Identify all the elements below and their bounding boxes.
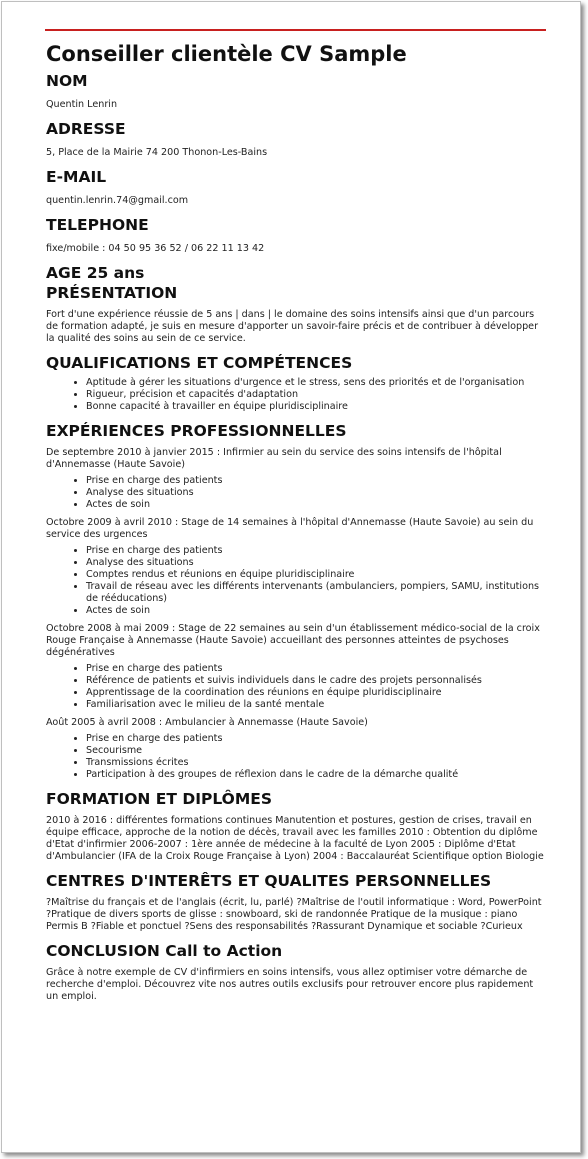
presentation-text: Fort d'une expérience réussie de 5 ans | dans | le domaine des soins intensifs ainsi que d'un parcours de formation adapté, je suis en mesure d'apporter un savoir-faire précis et de contribuer à développer la qualité des soins au sein de ce service. bbox=[46, 309, 539, 344]
heading-presentation: PRÉSENTATION bbox=[46, 284, 178, 302]
list-item: • Prise en charge des patients bbox=[86, 663, 546, 675]
section-centres bbox=[46, 871, 546, 933]
section-nom bbox=[46, 71, 546, 111]
job-title: Août 2005 à avril 2008 : Ambulancier à Annemasse (Haute Savoie) bbox=[46, 717, 368, 728]
cv-content bbox=[46, 41, 546, 1011]
section-telephone bbox=[46, 215, 546, 255]
qualifications-list bbox=[46, 377, 546, 413]
conclusion-text: Grâce à notre exemple de CV d'infirmiers en soins intensifs, vous allez optimiser votre démarche de recherche d'emploi. Découvrez vite nos autres outils exclusifs pour retrouver encore plus rapidement un emploi. bbox=[46, 967, 534, 1002]
cv-page bbox=[1, 1, 581, 1153]
list-item: • Comptes rendus et réunions en équipe pluridisciplinaire bbox=[86, 569, 546, 581]
section-email bbox=[46, 167, 546, 207]
email-value: quentin.lenrin.74@gmail.com bbox=[46, 195, 189, 206]
job-tasks-list bbox=[46, 663, 546, 711]
heading-conclusion: CONCLUSION Call to Action bbox=[46, 942, 283, 960]
heading-adresse: ADRESSE bbox=[46, 120, 126, 138]
list-item: • Travail de réseau avec les différents intervenants (ambulanciers, pompiers, SAMU, institutions de rééducations) bbox=[86, 581, 546, 605]
list-item: • Apprentissage de la coordination des réunions en équipe pluridisciplinaire bbox=[86, 687, 546, 699]
heading-centres: CENTRES D'INTERÊTS ET QUALITES PERSONNELLES bbox=[46, 872, 492, 890]
list-item: • Prise en charge des patients bbox=[86, 733, 546, 745]
list-item: • Actes de soin bbox=[86, 605, 546, 617]
list-item: • Transmissions écrites bbox=[86, 757, 546, 769]
adresse-value: 5, Place de la Mairie 74 200 Thonon-Les-Bains bbox=[46, 147, 268, 158]
heading-experiences: EXPÉRIENCES PROFESSIONNELLES bbox=[46, 422, 347, 440]
section-adresse bbox=[46, 119, 546, 159]
section-qualifications bbox=[46, 353, 546, 413]
job-title: De septembre 2010 à janvier 2015 : Infirmier au sein du service des soins intensifs de l'hôpital d'Annemasse (Haute Savoie) bbox=[46, 447, 502, 470]
heading-nom: NOM bbox=[46, 72, 88, 90]
section-formation bbox=[46, 789, 546, 863]
page-title: Conseiller clientèle CV Sample bbox=[46, 42, 407, 66]
section-presentation bbox=[46, 283, 546, 345]
heading-telephone: TELEPHONE bbox=[46, 216, 149, 234]
list-item: • Analyse des situations bbox=[86, 557, 546, 569]
age-line: AGE 25 ans bbox=[46, 264, 145, 282]
section-conclusion bbox=[46, 941, 546, 1003]
job-tasks-list bbox=[46, 475, 546, 511]
heading-formation: FORMATION ET DIPLÔMES bbox=[46, 790, 273, 808]
job-tasks-list bbox=[46, 545, 546, 617]
nom-value: Quentin Lenrin bbox=[46, 99, 118, 110]
list-item: • Rigueur, précision et capacités d'adaptation bbox=[86, 389, 546, 401]
list-item: • Secourisme bbox=[86, 745, 546, 757]
list-item: • Prise en charge des patients bbox=[86, 545, 546, 557]
list-item: • Bonne capacité à travailler en équipe pluridisciplinaire bbox=[86, 401, 546, 413]
list-item: • Aptitude à gérer les situations d'urgence et le stress, sens des priorités et de l'organisation bbox=[86, 377, 546, 389]
top-accent-line bbox=[45, 29, 546, 31]
job-title: Octobre 2009 à avril 2010 : Stage de 14 semaines à l'hôpital d'Annemasse (Haute Savoie) au sein du service des urgences bbox=[46, 517, 534, 540]
heading-qualifications: QUALIFICATIONS ET COMPÉTENCES bbox=[46, 354, 353, 372]
list-item: • Participation à des groupes de réflexion dans le cadre de la démarche qualité bbox=[86, 769, 546, 781]
list-item: • Analyse des situations bbox=[86, 487, 546, 499]
list-item: • Familiarisation avec le milieu de la santé mentale bbox=[86, 699, 546, 711]
telephone-value: fixe/mobile : 04 50 95 36 52 / 06 22 11 13 42 bbox=[46, 243, 265, 254]
formation-text: 2010 à 2016 : différentes formations continues Manutention et postures, gestion de crises, travail en équipe efficace, approche de la notion de décès, travail avec les familles 2010 : Obtention du diplôme d'Etat d'infirmier 2006-2007 : 1ère année de médecine à la faculté de Lyon 2005 : Diplôme d'Etat d'Ambulancier (IFA de la Croix Rouge Française à Lyon) 2004 : Baccalauréat Scientifique option Biologie bbox=[46, 815, 544, 862]
centres-text: ?Maîtrise du français et de l'anglais (écrit, lu, parlé) ?Maîtrise de l'outil informatique : Word, PowerPoint ?Pratique de divers sports de glisse : snowboard, ski de randonnée Pratique de la musique : piano Permis B ?Fiable et ponctuel ?Sens des responsabilités ?Rassurant Dynamique et sociable ?Curieux bbox=[46, 897, 542, 932]
list-item: • Actes de soin bbox=[86, 499, 546, 511]
list-item: • Référence de patients et suivis individuels dans le cadre des projets personnalisés bbox=[86, 675, 546, 687]
job-tasks-list bbox=[46, 733, 546, 781]
list-item: • Prise en charge des patients bbox=[86, 475, 546, 487]
job-title: Octobre 2008 à mai 2009 : Stage de 22 semaines au sein d'un établissement médico-social de la croix Rouge Française à Annemasse (Haute Savoie) accueillant des personnes atteintes de psychoses dégénératives bbox=[46, 623, 540, 658]
heading-email: E-MAIL bbox=[46, 168, 107, 186]
section-experiences bbox=[46, 421, 546, 781]
